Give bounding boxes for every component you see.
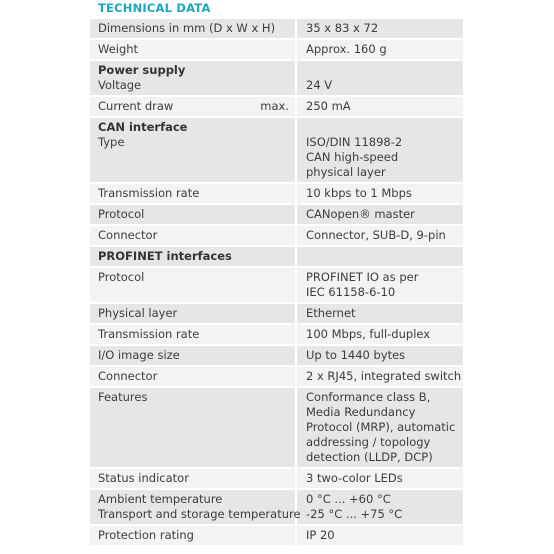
- row-value: Protocol (MRP), automatic: [306, 420, 456, 434]
- row-label: Protection rating: [98, 528, 194, 542]
- row-value: addressing / topology: [306, 435, 431, 449]
- section-title: Power supply: [98, 63, 186, 77]
- row-qualifier: max.: [260, 99, 289, 113]
- row-value: 10 kbps to 1 Mbps: [306, 186, 412, 200]
- row-label: Weight: [98, 42, 139, 56]
- row-label: Transmission rate: [98, 186, 200, 200]
- row-label: Dimensions in mm (D x W x H): [98, 21, 276, 35]
- row-value: Media Redundancy: [306, 405, 416, 419]
- table-row: [90, 526, 463, 547]
- section-heading: TECHNICAL DATA: [98, 1, 211, 15]
- row-value: 100 Mbps, full-duplex: [306, 327, 431, 341]
- row-value: detection (LLDP, DCP): [306, 450, 433, 464]
- row-label: Ambient temperature: [98, 492, 223, 506]
- row-value: CANopen® master: [306, 207, 415, 221]
- table-row: [90, 61, 463, 97]
- row-value: Up to 1440 bytes: [306, 348, 406, 362]
- table-row: [90, 469, 463, 490]
- table-row: [90, 97, 463, 118]
- table-row: [90, 247, 463, 268]
- table-row: [90, 367, 463, 388]
- section-title: PROFINET interfaces: [98, 249, 232, 263]
- row-value: 35 x 83 x 72: [306, 21, 379, 35]
- row-label: Connector: [98, 369, 158, 383]
- row-value: PROFINET IO as per: [306, 270, 419, 284]
- table-row: [90, 346, 463, 367]
- row-label: Type: [98, 135, 125, 149]
- row-label: Connector: [98, 228, 158, 242]
- table-row: [90, 268, 463, 304]
- row-value: Conformance class B,: [306, 390, 431, 404]
- row-value: 0 °C ... +60 °C: [306, 492, 391, 506]
- row-value: IEC 61158-6-10: [306, 285, 396, 299]
- row-label: Physical layer: [98, 306, 178, 320]
- section-title: CAN interface: [98, 120, 188, 134]
- table-row: [90, 325, 463, 346]
- row-value: 24 V: [306, 78, 333, 92]
- row-value: [306, 120, 463, 135]
- row-label: Transmission rate: [98, 327, 200, 341]
- row-value: 3 two-color LEDs: [306, 471, 403, 485]
- table-row: [90, 118, 463, 184]
- row-value: IP 20: [306, 528, 335, 542]
- row-label: Protocol: [98, 207, 145, 221]
- row-value: Ethernet: [306, 306, 356, 320]
- table-row: [90, 205, 463, 226]
- row-value: -25 °C ... +75 °C: [306, 507, 403, 521]
- row-label: Current draw: [98, 99, 174, 113]
- row-value: Connector, SUB-D, 9-pin: [306, 228, 446, 242]
- row-value: physical layer: [306, 165, 386, 179]
- table-row: [90, 40, 463, 61]
- row-label: Protocol: [98, 270, 145, 284]
- table-row: [90, 304, 463, 325]
- table-row: [90, 19, 463, 40]
- table-row: [90, 184, 463, 205]
- technical-data-table: [90, 19, 463, 547]
- row-label: Features: [98, 390, 148, 404]
- row-value: ISO/DIN 11898-2: [306, 135, 403, 149]
- row-label: I/O image size: [98, 348, 180, 362]
- table-row: [90, 226, 463, 247]
- table-row: [90, 388, 463, 469]
- row-value: 2 x RJ45, integrated switch: [306, 369, 462, 383]
- row-label: Transport and storage temperature: [98, 507, 301, 521]
- row-label: Status indicator: [98, 471, 189, 485]
- row-value: Approx. 160 g: [306, 42, 387, 56]
- row-label: Voltage: [98, 78, 142, 92]
- row-value: 250 mA: [306, 99, 351, 113]
- row-value: [306, 63, 463, 78]
- table-row: [90, 490, 463, 526]
- row-value: CAN high-speed: [306, 150, 399, 164]
